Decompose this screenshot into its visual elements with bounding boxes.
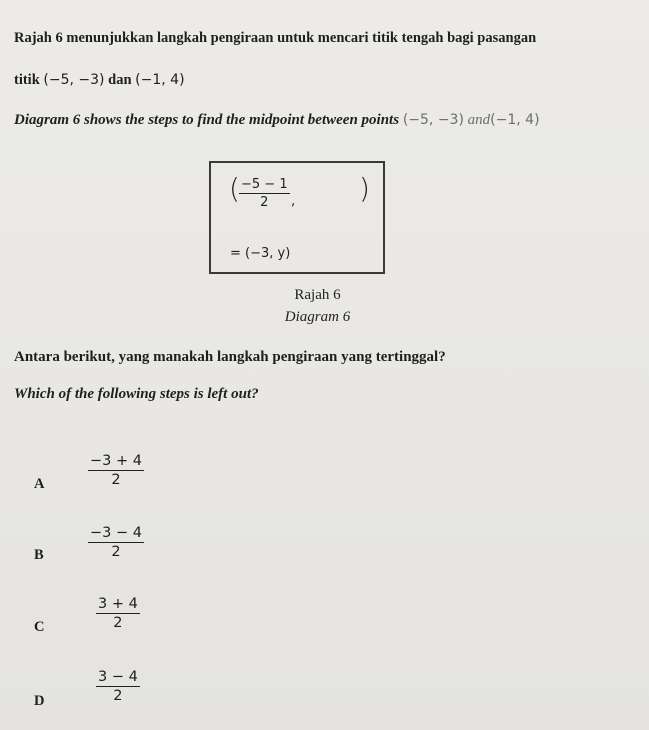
diagram-caption-english: Diagram 6 [284, 309, 351, 325]
point-2-malay: (−1, 4) [135, 72, 185, 88]
point-2-english: (−1, 4) [490, 112, 540, 128]
word-and: and [467, 112, 491, 128]
comma: , [291, 194, 296, 209]
option-c-fraction[interactable] [96, 596, 140, 631]
prompt-english: Which of the following steps is left out? [14, 386, 259, 402]
question-english-text: Diagram 6 shows the steps to find the midpoint between points [14, 112, 400, 128]
option-d-fraction[interactable] [96, 669, 140, 704]
point-1-malay: (−5, −3) [43, 72, 105, 88]
open-paren: ( [229, 172, 240, 205]
option-d-numerator: 3 − 4 [98, 669, 138, 685]
word-dan: dan [108, 72, 132, 88]
option-a-numerator: −3 + 4 [90, 453, 142, 469]
option-b-fraction[interactable] [88, 525, 144, 560]
fraction-numerator: −5 − 1 [241, 177, 288, 192]
diagram-6-box [209, 161, 385, 274]
close-paren: ) [359, 172, 370, 205]
point-1-english: (−5, −3) [402, 112, 464, 128]
option-b-numerator: −3 − 4 [90, 525, 142, 541]
option-b-denominator: 2 [111, 544, 121, 560]
question-english-line [14, 112, 540, 129]
question-malay-line1 [14, 30, 536, 47]
x-midpoint-fraction [239, 177, 290, 210]
option-c-numerator: 3 + 4 [98, 596, 138, 612]
option-c-denominator: 2 [113, 615, 123, 631]
prompt-malay: Antara berikut, yang manakah langkah pengiraan yang tertinggal? [14, 349, 446, 365]
option-c-letter[interactable]: C [34, 619, 45, 635]
result-step: = (−3, y) [230, 246, 291, 261]
option-b-letter[interactable]: B [34, 547, 44, 563]
option-a-fraction[interactable] [88, 453, 144, 488]
option-d-denominator: 2 [113, 688, 123, 704]
diagram-caption-malay: Rajah 6 [294, 287, 341, 303]
option-d-letter[interactable]: D [34, 693, 45, 709]
question-malay-line2 [14, 72, 185, 89]
word-titik: titik [14, 72, 40, 88]
question-malay-text: Rajah 6 menunjukkan langkah pengiraan untuk mencari titik tengah bagi pasangan [14, 30, 537, 46]
fraction-denominator: 2 [260, 195, 269, 210]
option-a-denominator: 2 [111, 472, 121, 488]
option-a-letter[interactable]: A [34, 476, 45, 492]
